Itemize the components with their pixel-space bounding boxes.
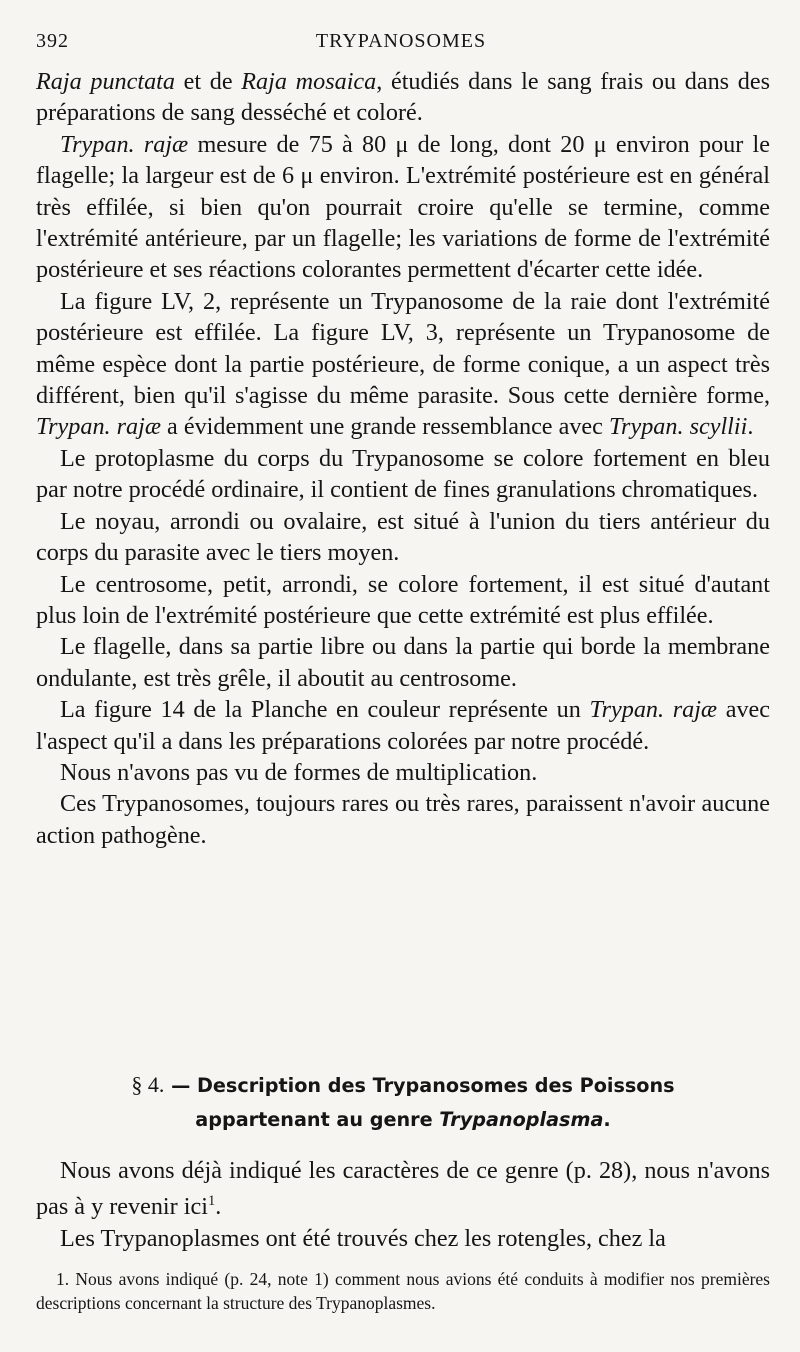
genus-name: Trypanoplasma <box>439 1108 604 1131</box>
section-paragraph-2: Les Trypanoplasmes ont été trouvés chez les rotengles, chez la <box>60 1224 666 1252</box>
species-name: Trypan. rajæ <box>589 696 718 724</box>
page-header <box>36 30 766 62</box>
paragraph-7: Le flagelle, dans sa partie libre ou dans la partie qui borde la membrane ondulante, est très grêle, il aboutit au centrosome. <box>36 633 770 692</box>
section-heading-line-2 <box>36 1103 770 1137</box>
text-run: mesure de 75 à 80 μ de long, dont 20 μ environ pour le flagelle; la largeur est de 6 μ environ. L'extrémité postérieure est en général très effilée, si bien qu'on pourrait croire qu'elle se termine, comme l'extrémité antérieure, par un flagelle; les variations de forme de l'extrémité postérieure et ses réactions colorantes permettent d'écarter cette idée. <box>36 130 771 284</box>
text-run: La figure 14 de la Planche en couleur représente un <box>60 696 590 724</box>
running-title: TRYPANOSOMES <box>315 30 487 52</box>
section-heading <box>36 1068 770 1137</box>
text-run: et de <box>175 68 242 95</box>
section-paragraph-1 <box>36 1155 770 1223</box>
paragraph-10: Ces Trypanosomes, toujours rares ou très rares, paraissent n'avoir aucune action pathogène. <box>36 790 770 849</box>
text-run: a évidemment une grande ressemblance avec <box>161 413 609 441</box>
section-number: § 4. <box>131 1072 165 1097</box>
paragraph-3 <box>36 286 770 443</box>
page-number: 392 <box>36 30 69 52</box>
text-run: . <box>215 1193 222 1221</box>
paragraph-9: Nous n'avons pas vu de formes de multiplication. <box>60 758 538 786</box>
paragraph-6: Le centrosome, petit, arrondi, se colore fortement, il est situé d'autant plus loin de l'extrémité postérieure que cette extrémité est plus effilée. <box>36 570 770 629</box>
section-heading-line-1 <box>36 1068 770 1103</box>
paragraph-5: Le noyau, arrondi ou ovalaire, est situé à l'union du tiers antérieur du corps du parasite avec le tiers moyen. <box>36 507 770 567</box>
section-title-suffix: . <box>603 1108 611 1131</box>
species-name: Raja punctata <box>36 68 175 95</box>
section-body <box>36 1155 770 1254</box>
paragraph-4: Le protoplasme du corps du Trypanosome se colore fortement en bleu par notre procédé ordinaire, il contient de fines granulations chromatiques. <box>36 444 770 504</box>
text-run: Nous avons déjà indiqué les caractères de ce genre (p. 28), nous n'avons pas à y revenir ici <box>36 1157 770 1221</box>
footnote-ref: 1 <box>207 1193 216 1210</box>
section-title-prefix: appartenant au genre <box>195 1108 440 1131</box>
body-text <box>36 66 770 851</box>
text-run: La figure LV, 2, représente un Trypanosome de la raie dont l'extrémité postérieure est effilée. La figure LV, 3, représente un Trypanosome de même espèce dont la partie postérieure, de forme conique, a un aspect très différent, bien qu'il s'agisse du même parasite. Sous cette dernière forme, <box>36 287 770 410</box>
text-run: , étudiés dans le sang frais ou dans des préparations de sang desséché et coloré. <box>36 68 770 127</box>
text-run: avec l'aspect qu'il a dans les préparations colorées par notre procédé. <box>36 696 771 755</box>
footnote-1: 1. Nous avons indiqué (p. 24, note 1) comment nous avions été conduits à modifier nos premières descriptions concernant la structure des Trypanoplasmes. <box>36 1269 770 1313</box>
paragraph-2 <box>36 129 770 286</box>
paragraph-1 <box>36 66 770 129</box>
species-name: Raja mosaica <box>241 68 377 95</box>
section-title: — Description des Trypanosomes des Poissons <box>164 1074 675 1097</box>
species-name: Trypan. rajæ <box>60 130 189 158</box>
species-name: Trypan. scyllii <box>608 413 748 441</box>
paragraph-8 <box>36 694 770 757</box>
species-name: Trypan. rajæ <box>36 413 161 441</box>
footnotes <box>36 1267 770 1315</box>
text-run: . <box>747 413 754 441</box>
